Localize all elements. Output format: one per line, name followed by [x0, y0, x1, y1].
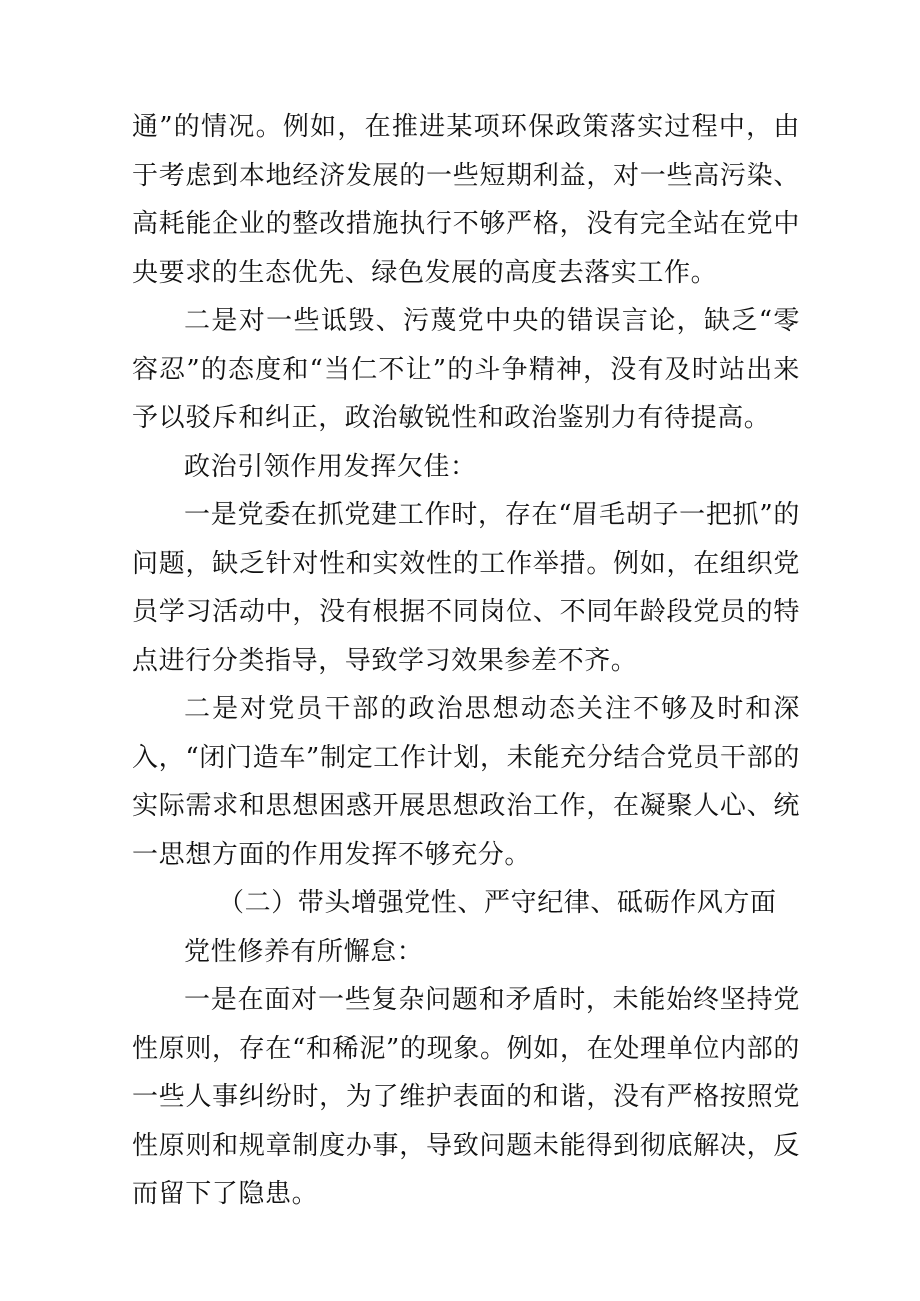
paragraph-5: 二是对党员干部的政治思想动态关注不够及时和深入，“闭门造车”制定工作计划，未能充分结合党员干部的实际需求和思想困惑开展思想政治工作，在凝聚人心、统一思想方面的作用发挥不够充分。 — [132, 694, 800, 870]
subheading-political-guidance: 政治引领作用发挥欠佳： — [184, 451, 477, 482]
paragraph-continued: 通”的情况。例如，在推进某项环保政策落实过程中，由于考虑到本地经济发展的一些短期利益，对一些高污染、高耗能企业的整改措施执行不够严格，没有完全站在党中央要求的生态优先、绿色发展的高度去落实工作。 — [132, 112, 800, 288]
subheading-party-spirit: 党性修养有所懈怠： — [184, 936, 424, 967]
paragraph-8: 一是在面对一些复杂问题和矛盾时，未能始终坚持党性原则，存在“和稀泥”的现象。例如，在处理单位内部的一些人事纠纷时，为了维护表面的和谐，没有严格按照党性原则和规章制度办事，导致问题未能得到彻底解决，反而留下了隐患。 — [132, 985, 800, 1209]
section-heading: （二）带头增强党性、严守纪律、砥砺作风方面 — [218, 888, 777, 918]
paragraph-2: 二是对一些诋毁、污蔑党中央的错误言论，缺乏“零容忍”的态度和“当仁不让”的斗争精神，没有及时站出来予以驳斥和纠正，政治敏锐性和政治鉴别力有待提高。 — [132, 306, 800, 433]
document-body — [132, 103, 800, 1219]
paragraph-4: 一是党委在抓党建工作时，存在“眉毛胡子一把抓”的问题，缺乏针对性和实效性的工作举措。例如，在组织党员学习活动中，没有根据不同岗位、不同年龄段党员的特点进行分类指导，导致学习效果参差不齐。 — [132, 500, 800, 676]
